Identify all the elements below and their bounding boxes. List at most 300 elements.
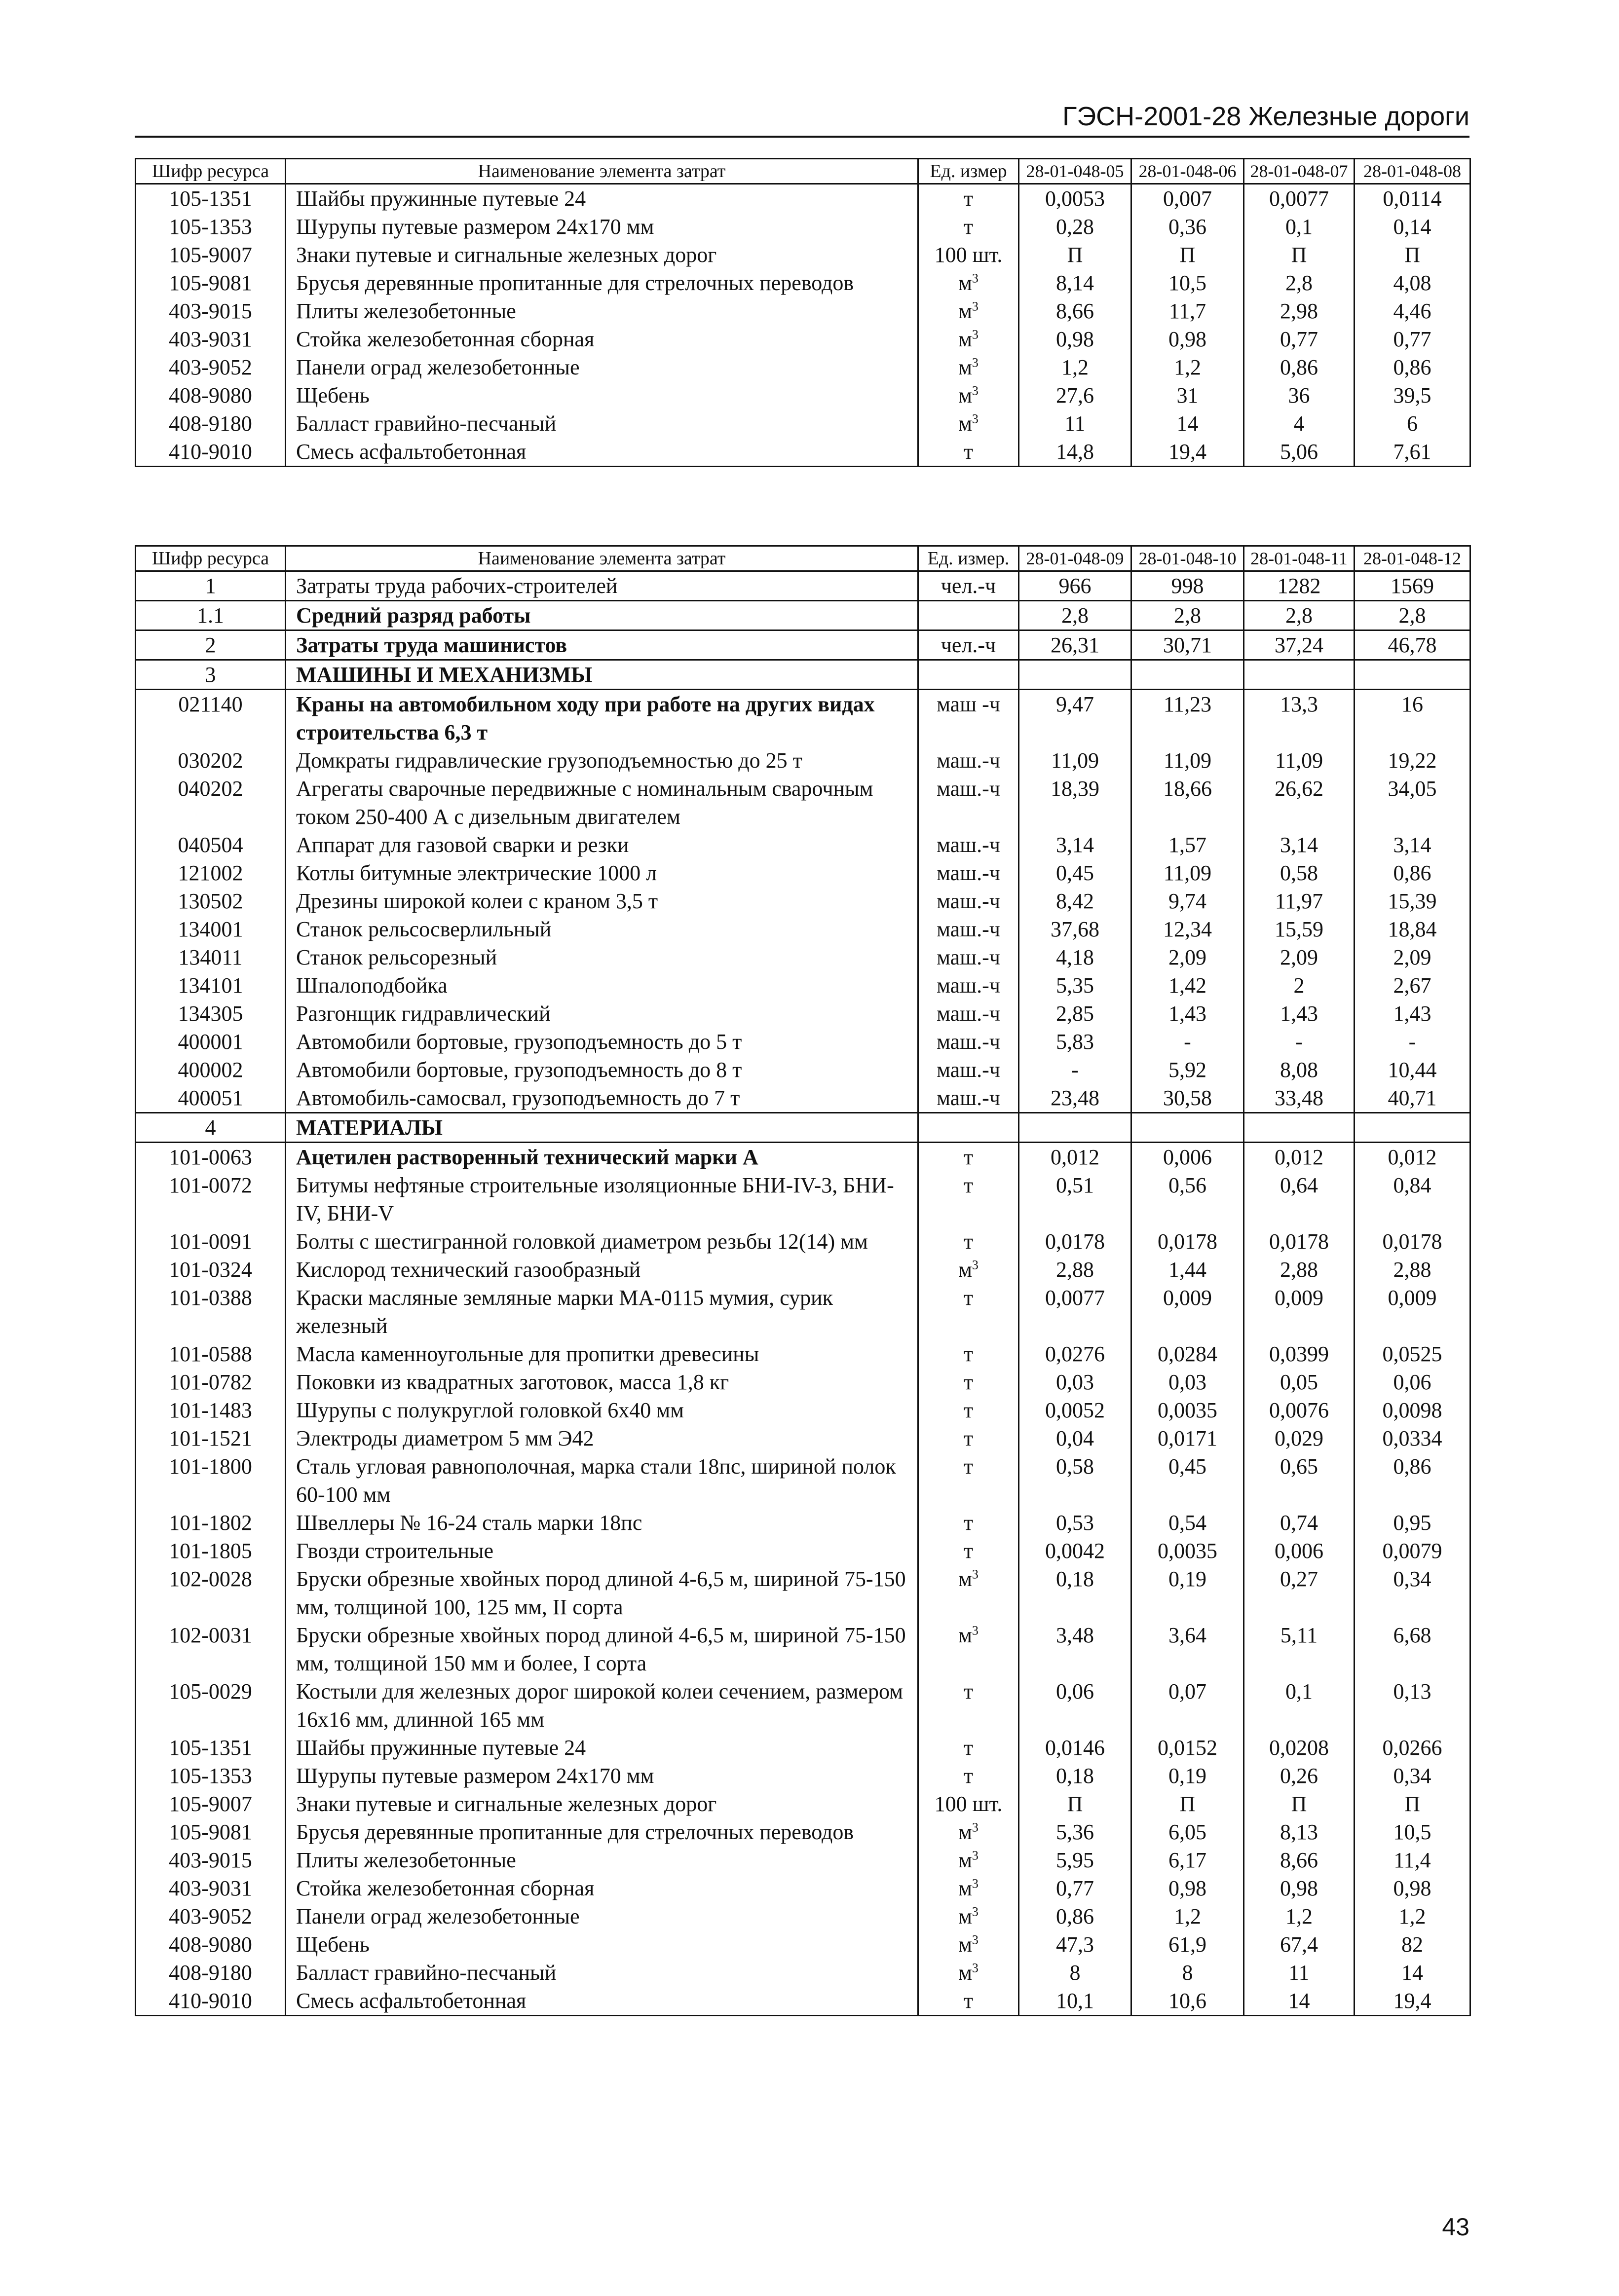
table-cell: 105-1351 <box>136 1734 286 1762</box>
column-header: Наименование элемента затрат <box>286 159 918 184</box>
table-cell: 4 <box>1244 409 1355 438</box>
table-cell: Автомобили бортовые, грузоподъемность до 8 т <box>286 1056 918 1084</box>
table-cell: 0,009 <box>1131 1284 1244 1340</box>
table-cell: маш.-ч <box>918 859 1019 887</box>
table-cell: $м^3$ <box>918 1874 1019 1902</box>
column-header: Шифр ресурса <box>136 159 286 184</box>
table-cell: 400051 <box>136 1084 286 1113</box>
table-cell: Смесь асфальтобетонная <box>286 1987 918 2016</box>
table-cell: 403-9031 <box>136 1874 286 1902</box>
table-cell: 0,19 <box>1131 1762 1244 1790</box>
table-cell: 100 шт. <box>918 1790 1019 1818</box>
column-header: 28-01-048-10 <box>1131 546 1244 571</box>
table-cell: Битумы нефтяные строительные изоляционные БНИ-IV-3, БНИ-IV, БНИ-V <box>286 1171 918 1227</box>
table-row <box>136 1537 1470 1565</box>
table-row <box>136 1565 1470 1621</box>
table-cell: 1,2 <box>1019 353 1131 381</box>
table-cell: 121002 <box>136 859 286 887</box>
table-row <box>136 831 1470 859</box>
table-cell: 0,05 <box>1244 1368 1355 1396</box>
table-cell: 11,09 <box>1131 859 1244 887</box>
table-cell: Шпалоподбойка <box>286 971 918 1000</box>
table-cell: 2,8 <box>1355 601 1470 630</box>
table-cell: маш.-ч <box>918 1084 1019 1113</box>
table-cell: 0,51 <box>1019 1171 1131 1227</box>
table-cell: 9,74 <box>1131 887 1244 915</box>
table-row <box>136 1959 1470 1987</box>
table-cell: 5,92 <box>1131 1056 1244 1084</box>
table-row <box>136 1227 1470 1256</box>
table-row <box>136 1284 1470 1340</box>
table-cell: 101-0782 <box>136 1368 286 1396</box>
table-cell: 1,43 <box>1355 1000 1470 1028</box>
table-row <box>136 1256 1470 1284</box>
table-cell: Плиты железобетонные <box>286 297 918 325</box>
table-row <box>136 1028 1470 1056</box>
table-cell: 10,5 <box>1355 1818 1470 1846</box>
table-cell: 1,43 <box>1131 1000 1244 1028</box>
table-cell: - <box>1131 1028 1244 1056</box>
table-cell: 11,09 <box>1244 746 1355 775</box>
table-cell: 134001 <box>136 915 286 943</box>
table-cell: 18,84 <box>1355 915 1470 943</box>
table-cell: 0,18 <box>1019 1762 1131 1790</box>
table-cell: 40,71 <box>1355 1084 1470 1113</box>
table-cell: 101-1802 <box>136 1509 286 1537</box>
table-cell: 0,98 <box>1131 1874 1244 1902</box>
table-cell: 2,8 <box>1131 601 1244 630</box>
table-cell: 0,009 <box>1355 1284 1470 1340</box>
table-cell: МАТЕРИАЛЫ <box>286 1113 918 1143</box>
table-cell: $м^3$ <box>918 297 1019 325</box>
table-cell: 0,012 <box>1019 1143 1131 1172</box>
table-cell: 8 <box>1019 1959 1131 1987</box>
table-cell: Шурупы путевые размером 24x170 мм <box>286 1762 918 1790</box>
table-cell: 2 <box>136 630 286 660</box>
table-cell: 8 <box>1131 1959 1244 1987</box>
column-header: Ед. измер <box>918 159 1019 184</box>
table-cell: 11,09 <box>1131 746 1244 775</box>
table-cell: 0,1 <box>1244 213 1355 241</box>
table-cell: 0,0171 <box>1131 1424 1244 1452</box>
table-cell: 0,0098 <box>1355 1396 1470 1424</box>
table-cell: 8,13 <box>1244 1818 1355 1846</box>
table-cell: 11,97 <box>1244 887 1355 915</box>
table-cell: 5,35 <box>1019 971 1131 1000</box>
table-cell: 2,8 <box>1244 601 1355 630</box>
table-cell: $м^3$ <box>918 353 1019 381</box>
table-cell: 101-0063 <box>136 1143 286 1172</box>
resource-table-1 <box>135 158 1471 467</box>
table-cell: 0,34 <box>1355 1762 1470 1790</box>
table-cell: $м^3$ <box>918 381 1019 409</box>
table-cell: Болты с шестигранной головкой диаметром резьбы 12(14) мм <box>286 1227 918 1256</box>
table-cell: т <box>918 1227 1019 1256</box>
table-cell: 14 <box>1131 409 1244 438</box>
table-cell: т <box>918 1171 1019 1227</box>
table-cell <box>1244 660 1355 690</box>
table-row <box>136 1509 1470 1537</box>
table-cell: 0,14 <box>1355 213 1470 241</box>
table-cell: $м^3$ <box>918 1565 1019 1621</box>
table-cell: 0,007 <box>1131 184 1244 213</box>
table-cell: 4,46 <box>1355 297 1470 325</box>
table-cell: 101-1483 <box>136 1396 286 1424</box>
table-cell: П <box>1019 241 1131 269</box>
table-cell: 102-0028 <box>136 1565 286 1621</box>
table-cell: 3,48 <box>1019 1621 1131 1677</box>
table-cell: 0,84 <box>1355 1171 1470 1227</box>
table-row <box>136 297 1470 325</box>
table-cell: 0,0152 <box>1131 1734 1244 1762</box>
table-cell: 105-9081 <box>136 269 286 297</box>
table-cell: 6,17 <box>1131 1846 1244 1874</box>
table-cell: 101-0324 <box>136 1256 286 1284</box>
table-cell: 0,0053 <box>1019 184 1131 213</box>
table-cell: 0,58 <box>1244 859 1355 887</box>
column-header: Шифр ресурса <box>136 546 286 571</box>
table-cell: 0,0076 <box>1244 1396 1355 1424</box>
table-cell: $м^3$ <box>918 1256 1019 1284</box>
table-cell: 0,86 <box>1355 859 1470 887</box>
table-cell: 1 <box>136 571 286 601</box>
table-cell <box>918 601 1019 630</box>
table-cell: 12,34 <box>1131 915 1244 943</box>
table-cell: т <box>918 1762 1019 1790</box>
table-cell: т <box>918 1284 1019 1340</box>
table-cell: 8,66 <box>1019 297 1131 325</box>
table-cell: 8,42 <box>1019 887 1131 915</box>
column-header: 28-01-048-12 <box>1355 546 1470 571</box>
table-cell: Стойка железобетонная сборная <box>286 325 918 353</box>
table-cell: 3,14 <box>1019 831 1131 859</box>
table-cell: т <box>918 1509 1019 1537</box>
table-row <box>136 1113 1470 1143</box>
table-row <box>136 859 1470 887</box>
table-cell: 9,47 <box>1019 690 1131 747</box>
table-cell: 101-0388 <box>136 1284 286 1340</box>
table-cell: П <box>1019 1790 1131 1818</box>
table-cell: 0,56 <box>1131 1171 1244 1227</box>
table-cell: 39,5 <box>1355 381 1470 409</box>
table-cell: 0,0178 <box>1131 1227 1244 1256</box>
table-row <box>136 571 1470 601</box>
table-cell: Шурупы с полукруглой головкой 6x40 мм <box>286 1396 918 1424</box>
table-cell: 11,7 <box>1131 297 1244 325</box>
table-cell: Панели оград железобетонные <box>286 1902 918 1930</box>
table-cell: $м^3$ <box>918 325 1019 353</box>
table-cell: т <box>918 1424 1019 1452</box>
table-cell: 4,08 <box>1355 269 1470 297</box>
table-cell: - <box>1019 1056 1131 1084</box>
table-cell <box>918 1113 1019 1143</box>
table-cell: Затраты труда машинистов <box>286 630 918 660</box>
table-cell: 2,09 <box>1131 943 1244 971</box>
table-cell: Домкраты гидравлические грузоподъемностью до 25 т <box>286 746 918 775</box>
table-cell: маш.-ч <box>918 1028 1019 1056</box>
table-cell: 0,77 <box>1019 1874 1131 1902</box>
table-cell: Масла каменноугольные для пропитки древесины <box>286 1340 918 1368</box>
table-cell: 82 <box>1355 1930 1470 1959</box>
table-cell: маш -ч <box>918 690 1019 747</box>
table-cell: 0,77 <box>1244 325 1355 353</box>
table-cell: Бруски обрезные хвойных пород длиной 4-6,5 м, шириной 75-150 мм, толщиной 150 мм и более, I сорта <box>286 1621 918 1677</box>
table-cell: 1,2 <box>1131 1902 1244 1930</box>
table-cell: 0,0178 <box>1244 1227 1355 1256</box>
table-cell: 040202 <box>136 775 286 831</box>
table-cell: 403-9015 <box>136 1846 286 1874</box>
table-cell: 0,0284 <box>1131 1340 1244 1368</box>
table-cell: П <box>1244 1790 1355 1818</box>
table-cell: 2,88 <box>1244 1256 1355 1284</box>
table-cell: 410-9010 <box>136 1987 286 2016</box>
table-cell: 0,0334 <box>1355 1424 1470 1452</box>
table-cell: 1,2 <box>1355 1902 1470 1930</box>
table-cell: 1.1 <box>136 601 286 630</box>
table-cell <box>1355 660 1470 690</box>
table-cell: 26,62 <box>1244 775 1355 831</box>
table-cell: Краны на автомобильном ходу при работе на других видах строительства 6,3 т <box>286 690 918 747</box>
table-cell: 410-9010 <box>136 438 286 467</box>
table-cell: Аппарат для газовой сварки и резки <box>286 831 918 859</box>
table-cell: 1,2 <box>1131 353 1244 381</box>
table-cell: 021140 <box>136 690 286 747</box>
table-cell: 403-9052 <box>136 1902 286 1930</box>
table-row <box>136 269 1470 297</box>
table-cell: - <box>1355 1028 1470 1056</box>
table-row <box>136 660 1470 690</box>
table-cell: 13,3 <box>1244 690 1355 747</box>
table-cell: 400002 <box>136 1056 286 1084</box>
table-cell: 11,09 <box>1019 746 1131 775</box>
table-cell: 1,43 <box>1244 1000 1355 1028</box>
column-header: 28-01-048-06 <box>1131 159 1244 184</box>
table-cell: 134101 <box>136 971 286 1000</box>
table-cell: 11,4 <box>1355 1846 1470 1874</box>
table-cell: Плиты железобетонные <box>286 1846 918 1874</box>
table-cell: 4 <box>136 1113 286 1143</box>
table-cell: 2,09 <box>1244 943 1355 971</box>
table-cell: 403-9052 <box>136 353 286 381</box>
table-cell <box>1244 1113 1355 1143</box>
table-cell: 030202 <box>136 746 286 775</box>
table-cell: 19,4 <box>1355 1987 1470 2016</box>
table-cell: 0,74 <box>1244 1509 1355 1537</box>
table-cell: 0,77 <box>1355 325 1470 353</box>
table-cell: 0,86 <box>1355 353 1470 381</box>
table-row <box>136 325 1470 353</box>
table-cell: 1,44 <box>1131 1256 1244 1284</box>
table-row <box>136 775 1470 831</box>
table-cell: Автомобиль-самосвал, грузоподъемность до 7 т <box>286 1084 918 1113</box>
table-cell: 101-0091 <box>136 1227 286 1256</box>
table-cell: 6,05 <box>1131 1818 1244 1846</box>
table-cell: Стойка железобетонная сборная <box>286 1874 918 1902</box>
table-cell: 105-0029 <box>136 1677 286 1734</box>
table-cell: 46,78 <box>1355 630 1470 660</box>
table-cell: 8,66 <box>1244 1846 1355 1874</box>
table-cell: Костыли для железных дорог широкой колеи сечением, размером 16x16 мм, длинной 165 мм <box>286 1677 918 1734</box>
table-cell: 105-1351 <box>136 184 286 213</box>
table-row <box>136 630 1470 660</box>
table-row <box>136 1818 1470 1846</box>
table-cell: 0,03 <box>1131 1368 1244 1396</box>
table-cell: 23,48 <box>1019 1084 1131 1113</box>
table-cell: П <box>1355 241 1470 269</box>
table-cell: 0,04 <box>1019 1424 1131 1452</box>
table-row <box>136 1762 1470 1790</box>
table-cell: Станок рельсосверлильный <box>286 915 918 943</box>
table-row <box>136 887 1470 915</box>
table-cell <box>1355 1113 1470 1143</box>
table-cell: 0,18 <box>1019 1565 1131 1621</box>
table-cell: 408-9080 <box>136 1930 286 1959</box>
table-cell: 3,14 <box>1355 831 1470 859</box>
table-cell: 0,06 <box>1355 1368 1470 1396</box>
table-cell: 67,4 <box>1244 1930 1355 1959</box>
table-cell: 7,61 <box>1355 438 1470 467</box>
table-cell: 966 <box>1019 571 1131 601</box>
table-cell: 18,66 <box>1131 775 1244 831</box>
table-row <box>136 746 1470 775</box>
table-cell: 11 <box>1244 1959 1355 1987</box>
table-cell: 15,59 <box>1244 915 1355 943</box>
table-cell: 2,88 <box>1019 1256 1131 1284</box>
table-row <box>136 1143 1470 1172</box>
table-cell: 0,26 <box>1244 1762 1355 1790</box>
table-cell: П <box>1244 241 1355 269</box>
table-cell: МАШИНЫ И МЕХАНИЗМЫ <box>286 660 918 690</box>
table-cell: 5,36 <box>1019 1818 1131 1846</box>
table-header-row <box>136 546 1470 571</box>
table-row <box>136 943 1470 971</box>
column-header: Наименование элемента затрат <box>286 546 918 571</box>
table-cell: 2,09 <box>1355 943 1470 971</box>
table-cell: 3,64 <box>1131 1621 1244 1677</box>
header-divider <box>135 136 1469 138</box>
table-row <box>136 690 1470 747</box>
table-cell: 14 <box>1355 1959 1470 1987</box>
table-cell: чел.-ч <box>918 571 1019 601</box>
table-row <box>136 1621 1470 1677</box>
table-cell: 0,0114 <box>1355 184 1470 213</box>
table-cell: 2,8 <box>1244 269 1355 297</box>
table-cell: чел.-ч <box>918 630 1019 660</box>
table-row <box>136 184 1470 213</box>
table-cell: 0,19 <box>1131 1565 1244 1621</box>
table-cell: Бруски обрезные хвойных пород длиной 4-6,5 м, шириной 75-150 мм, толщиной 100, 125 мм, II сорта <box>286 1565 918 1621</box>
table-row <box>136 438 1470 467</box>
table-cell: 0,45 <box>1019 859 1131 887</box>
table-cell: 0,0035 <box>1131 1537 1244 1565</box>
table-cell: 5,95 <box>1019 1846 1131 1874</box>
table-cell: 0,0178 <box>1355 1227 1470 1256</box>
table-cell: $м^3$ <box>918 1930 1019 1959</box>
table-cell: 0,13 <box>1355 1677 1470 1734</box>
table-cell: 101-0072 <box>136 1171 286 1227</box>
table-cell: 408-9180 <box>136 1959 286 1987</box>
column-header: 28-01-048-11 <box>1244 546 1355 571</box>
table-cell: 0,95 <box>1355 1509 1470 1537</box>
table-cell: 0,009 <box>1244 1284 1355 1340</box>
table-cell: - <box>1244 1028 1355 1056</box>
table-cell: Балласт гравийно-песчаный <box>286 1959 918 1987</box>
column-header: 28-01-048-09 <box>1019 546 1131 571</box>
table-cell: 0,98 <box>1019 325 1131 353</box>
table-cell: 61,9 <box>1131 1930 1244 1959</box>
table-cell: Знаки путевые и сигнальные железных дорог <box>286 241 918 269</box>
table-cell: 408-9080 <box>136 381 286 409</box>
table-cell: 0,029 <box>1244 1424 1355 1452</box>
table-cell: 34,05 <box>1355 775 1470 831</box>
table-cell: Дрезины широкой колеи с краном 3,5 т <box>286 887 918 915</box>
table-cell: 040504 <box>136 831 286 859</box>
table-cell: 134011 <box>136 943 286 971</box>
table-cell: 5,83 <box>1019 1028 1131 1056</box>
table-cell: 0,0208 <box>1244 1734 1355 1762</box>
table-cell: 0,1 <box>1244 1677 1355 1734</box>
table-cell: 0,006 <box>1131 1143 1244 1172</box>
table-cell: 0,0042 <box>1019 1537 1131 1565</box>
table-cell: Панели оград железобетонные <box>286 353 918 381</box>
table-cell: 0,06 <box>1019 1677 1131 1734</box>
column-header: 28-01-048-08 <box>1355 159 1470 184</box>
table-cell: 2 <box>1244 971 1355 1000</box>
table-cell: т <box>918 213 1019 241</box>
table-cell: 14 <box>1244 1987 1355 2016</box>
table-cell: 0,0079 <box>1355 1537 1470 1565</box>
table-cell: 105-1353 <box>136 213 286 241</box>
table-row <box>136 1340 1470 1368</box>
table-cell: 0,27 <box>1244 1565 1355 1621</box>
table-cell: Щебень <box>286 1930 918 1959</box>
table-cell: т <box>918 1340 1019 1368</box>
table-cell: 0,0399 <box>1244 1340 1355 1368</box>
table-cell <box>1019 1113 1131 1143</box>
table-cell: $м^3$ <box>918 1621 1019 1677</box>
table-row <box>136 241 1470 269</box>
table-cell: 11,23 <box>1131 690 1244 747</box>
table-cell: маш.-ч <box>918 1056 1019 1084</box>
table-cell: Средний разряд работы <box>286 601 918 630</box>
table-cell: 0,07 <box>1131 1677 1244 1734</box>
table-cell: 0,54 <box>1131 1509 1244 1537</box>
table-cell: 0,98 <box>1244 1874 1355 1902</box>
table-cell: Агрегаты сварочные передвижные с номинальным сварочным током 250-400 А с дизельным двигателем <box>286 775 918 831</box>
table-cell: 0,98 <box>1355 1874 1470 1902</box>
table-cell: Затраты труда рабочих-строителей <box>286 571 918 601</box>
table-cell: Смесь асфальтобетонная <box>286 438 918 467</box>
table-cell: 105-9007 <box>136 1790 286 1818</box>
table-cell: маш.-ч <box>918 831 1019 859</box>
table-cell: 2,98 <box>1244 297 1355 325</box>
column-header: Ед. измер. <box>918 546 1019 571</box>
table-cell: Разгонщик гидравлический <box>286 1000 918 1028</box>
table-cell: 6 <box>1355 409 1470 438</box>
table-cell: 101-1800 <box>136 1452 286 1509</box>
table-row <box>136 1902 1470 1930</box>
table-cell: 3 <box>136 660 286 690</box>
table-cell: т <box>918 1368 1019 1396</box>
table-cell: т <box>918 1396 1019 1424</box>
table-cell: 16 <box>1355 690 1470 747</box>
table-cell: т <box>918 1987 1019 2016</box>
table-row <box>136 601 1470 630</box>
table-cell: 3,14 <box>1244 831 1355 859</box>
table-cell: П <box>1131 1790 1244 1818</box>
table-row <box>136 1084 1470 1113</box>
table-cell: Краски масляные земляные марки МА-0115 мумия, сурик железный <box>286 1284 918 1340</box>
